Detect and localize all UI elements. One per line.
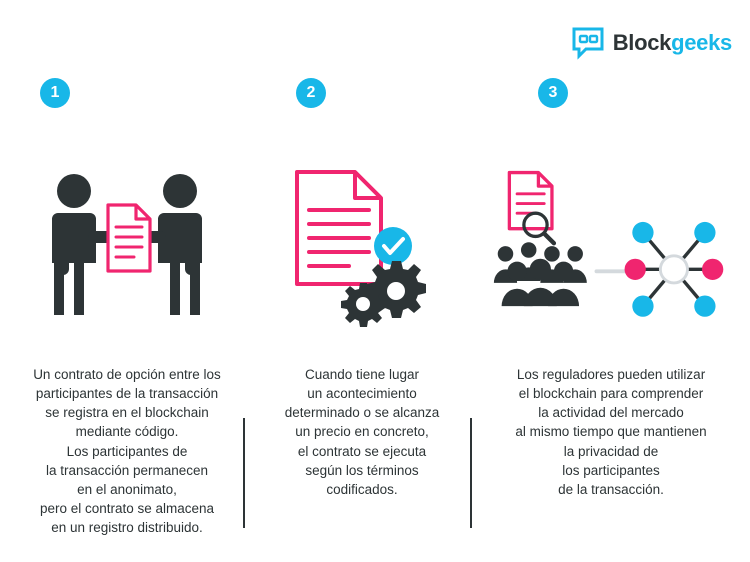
caption-line: codificados.	[326, 481, 398, 497]
caption-line: participantes de la transacción	[35, 386, 219, 402]
caption-line: la actividad del mercado	[538, 405, 684, 421]
brand-name	[613, 30, 732, 56]
two-people-exchanging-document-icon	[18, 142, 236, 357]
document-with-gears-and-check-icon	[262, 142, 462, 357]
step-caption-1	[18, 365, 236, 537]
caption-line: Los reguladores pueden utilizar	[516, 367, 706, 382]
caption-line: determinado o se alcanza	[284, 405, 440, 421]
caption-line: Un contrato de opción entre los	[33, 367, 221, 382]
caption-line: al mismo tiempo que mantienen	[515, 424, 707, 440]
regulators-auditing-network-icon	[490, 142, 732, 357]
caption-line: la privacidad de	[563, 443, 659, 459]
blockgeeks-chat-logo-icon	[571, 26, 605, 60]
step-number-badge-1: 1	[40, 78, 70, 108]
caption-line: el contrato se ejecuta	[297, 443, 427, 459]
caption-line: un precio en concreto,	[295, 424, 429, 440]
caption-line: Cuando tiene lugar	[304, 367, 420, 382]
step-caption-3	[490, 365, 732, 499]
step-number-badge-2: 2	[296, 78, 326, 108]
steps-container	[0, 78, 750, 537]
caption-line: Los participantes de	[66, 443, 188, 459]
caption-line: un acontecimiento	[307, 386, 417, 402]
caption-line: los participantes	[562, 462, 660, 478]
brand-logo	[571, 26, 732, 60]
caption-line: de la transacción.	[558, 481, 664, 497]
caption-line: según los términos	[305, 462, 419, 478]
step-column-1	[0, 78, 248, 537]
step-column-3	[476, 78, 750, 537]
caption-line: el blockchain para comprender	[518, 386, 704, 402]
caption-line: se registra en el blockchain	[45, 405, 209, 421]
caption-line: pero el contrato se almacena	[39, 501, 215, 517]
caption-line: en un registro distribuido.	[51, 520, 203, 536]
step-caption-2	[262, 365, 462, 499]
caption-line: la transacción permanecen	[45, 462, 209, 478]
caption-line: en el anonimato,	[77, 481, 177, 497]
brand-name-geeks: geeks	[671, 30, 732, 55]
brand-name-block: Block	[612, 30, 672, 55]
step-number-badge-3: 3	[538, 78, 568, 108]
caption-line: mediante código.	[75, 424, 179, 440]
step-column-2	[248, 78, 476, 537]
